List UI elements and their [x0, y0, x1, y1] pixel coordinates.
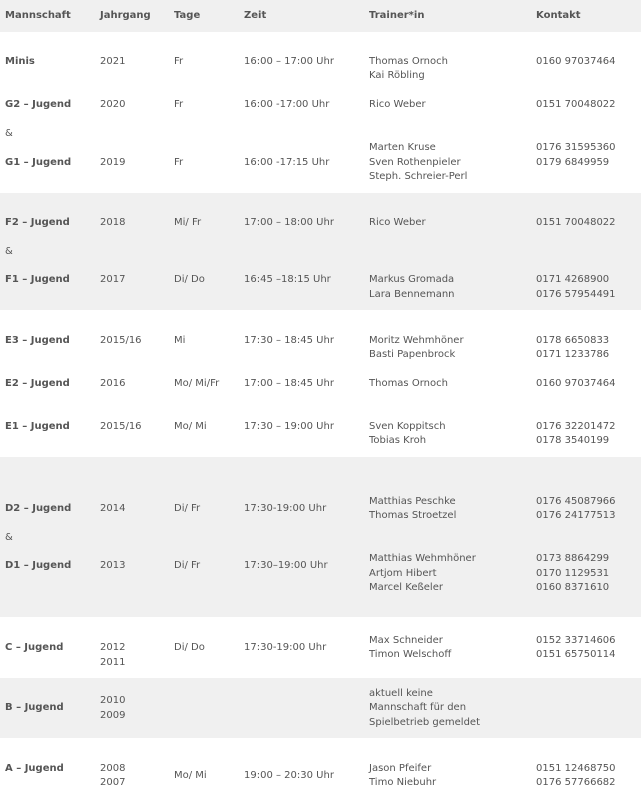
time: 17:30–19:00 Uhr — [244, 560, 328, 571]
days: Mi/ Fr — [174, 217, 202, 228]
year: 2010 — [100, 695, 126, 706]
trainer: Timon Welschoff — [369, 649, 452, 660]
trainer: Timo Niebuhr — [369, 777, 437, 788]
team-name: F2 – Jugend — [5, 217, 70, 228]
ampersand: & — [5, 246, 13, 257]
team-name: E2 – Jugend — [5, 378, 70, 389]
contact: 0171 4268900 — [536, 274, 610, 285]
contact: 0176 45087966 — [536, 496, 616, 507]
year: 2008 — [100, 763, 126, 774]
year: 2014 — [100, 503, 126, 514]
contact: 0170 1129531 — [536, 568, 610, 579]
days: Fr — [174, 99, 184, 110]
year: 2007 — [100, 777, 126, 788]
time: 16:00 -17:00 Uhr — [244, 99, 330, 110]
time: 16:45 –18:15 Uhr — [244, 274, 331, 285]
team-name: G2 – Jugend — [5, 99, 72, 110]
trainer: Artjom Hibert — [369, 568, 437, 579]
team-name: A – Jugend — [5, 763, 64, 774]
contact: 0151 12468750 — [536, 763, 616, 774]
trainer: Sven Rothenpieler — [369, 157, 461, 168]
year: 2011 — [100, 657, 126, 668]
ampersand: & — [5, 128, 13, 139]
trainer: Matthias Peschke — [369, 496, 456, 507]
trainer: Rico Weber — [369, 217, 426, 228]
trainer: Sven Koppitsch — [369, 421, 446, 432]
days: Mi — [174, 335, 186, 346]
header-year: Jahrgang — [100, 10, 151, 21]
year: 2012 — [100, 642, 126, 653]
trainer: Max Schneider — [369, 635, 443, 646]
days: Mo/ Mi/Fr — [174, 378, 220, 389]
year: 2021 — [100, 56, 126, 67]
contact: 0176 57766682 — [536, 777, 616, 788]
time: 17:00 – 18:00 Uhr — [244, 217, 334, 228]
contact: 0160 8371610 — [536, 582, 610, 593]
time: 19:00 – 20:30 Uhr — [244, 770, 334, 781]
row-band-b — [0, 678, 641, 738]
team-name: D2 – Jugend — [5, 503, 72, 514]
table-header — [0, 0, 641, 32]
trainer: Thomas Ornoch — [369, 378, 448, 389]
trainer: Lara Bennemann — [369, 289, 455, 300]
year: 2016 — [100, 378, 126, 389]
contact: 0178 6650833 — [536, 335, 610, 346]
contact: 0178 3540199 — [536, 435, 610, 446]
contact: 0176 31595360 — [536, 142, 616, 153]
header-trainer: Trainer*in — [369, 10, 425, 21]
contact: 0176 32201472 — [536, 421, 616, 432]
header-team: Mannschaft — [5, 10, 71, 21]
trainer: Markus Gromada — [369, 274, 455, 285]
days: Di/ Fr — [174, 560, 201, 571]
contact: 0176 57954491 — [536, 289, 616, 300]
time: 17:00 – 18:45 Uhr — [244, 378, 334, 389]
trainer: Marten Kruse — [369, 142, 436, 153]
contact: 0151 70048022 — [536, 217, 616, 228]
days: Di/ Do — [174, 274, 205, 285]
year: 2009 — [100, 710, 126, 721]
contact: 0171 1233786 — [536, 349, 610, 360]
trainer: Steph. Schreier-Perl — [369, 171, 468, 182]
team-name: B – Jugend — [5, 702, 64, 713]
trainer: Thomas Stroetzel — [369, 510, 457, 521]
contact: 0160 97037464 — [536, 378, 616, 389]
year: 2019 — [100, 157, 126, 168]
year: 2018 — [100, 217, 126, 228]
days: Mo/ Mi — [174, 770, 207, 781]
contact: 0179 6849959 — [536, 157, 610, 168]
days: Di/ Do — [174, 642, 205, 653]
trainer: Thomas Ornoch — [369, 56, 448, 67]
year: 2015/16 — [100, 421, 142, 432]
header-contact: Kontakt — [536, 10, 581, 21]
time: 17:30-19:00 Uhr — [244, 642, 327, 653]
trainer: Matthias Wehmhöner — [369, 553, 476, 564]
trainer: Kai Röbling — [369, 70, 425, 81]
trainer: Jason Pfeifer — [369, 763, 432, 774]
team-name: C – Jugend — [5, 642, 64, 653]
time: 17:30-19:00 Uhr — [244, 503, 327, 514]
team-name: E3 – Jugend — [5, 335, 70, 346]
trainer: aktuell keine — [369, 688, 433, 699]
team-name: Minis — [5, 56, 35, 67]
header-days: Tage — [174, 10, 201, 21]
time: 17:30 – 19:00 Uhr — [244, 421, 334, 432]
days: Mo/ Mi — [174, 421, 207, 432]
year: 2017 — [100, 274, 126, 285]
trainer: Marcel Keßeler — [369, 582, 443, 593]
ampersand: & — [5, 532, 13, 543]
contact: 0176 24177513 — [536, 510, 616, 521]
year: 2020 — [100, 99, 126, 110]
year: 2015/16 — [100, 335, 142, 346]
team-name: G1 – Jugend — [5, 157, 72, 168]
contact: 0173 8864299 — [536, 553, 610, 564]
contact: 0151 70048022 — [536, 99, 616, 110]
days: Fr — [174, 157, 184, 168]
team-name: E1 – Jugend — [5, 421, 70, 432]
trainer: Tobias Kroh — [369, 435, 427, 446]
contact: 0152 33714606 — [536, 635, 616, 646]
trainer: Basti Papenbrock — [369, 349, 456, 360]
time: 16:00 -17:15 Uhr — [244, 157, 330, 168]
trainer: Rico Weber — [369, 99, 426, 110]
time: 17:30 – 18:45 Uhr — [244, 335, 334, 346]
contact: 0151 65750114 — [536, 649, 616, 660]
trainer: Spielbetrieb gemeldet — [369, 717, 480, 728]
team-name: F1 – Jugend — [5, 274, 70, 285]
header-time: Zeit — [244, 10, 267, 21]
year: 2013 — [100, 560, 126, 571]
trainer: Moritz Wehmhöner — [369, 335, 464, 346]
days: Di/ Fr — [174, 503, 201, 514]
team-name: D1 – Jugend — [5, 560, 72, 571]
days: Fr — [174, 56, 184, 67]
contact: 0160 97037464 — [536, 56, 616, 67]
trainer: Mannschaft für den — [369, 702, 467, 713]
time: 16:00 – 17:00 Uhr — [244, 56, 334, 67]
